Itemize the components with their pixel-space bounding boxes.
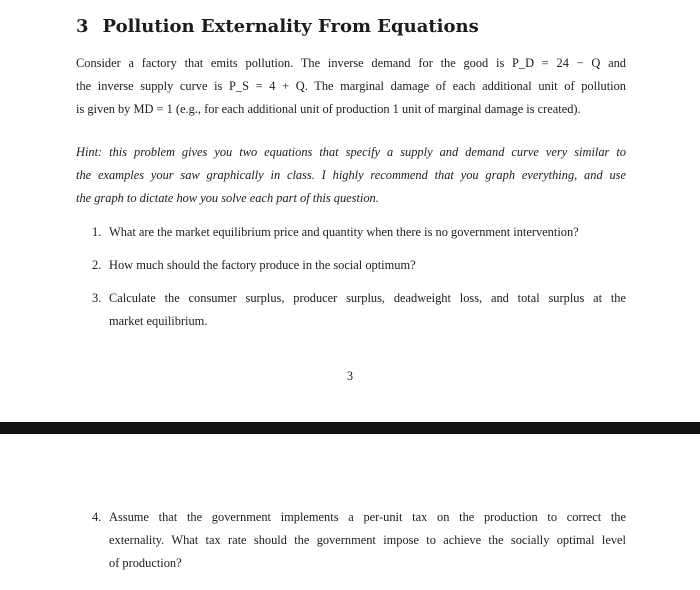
hint-paragraph xyxy=(76,141,626,210)
section-title: Pollution Externality From Equations xyxy=(102,16,479,37)
question-4-line-3: of production? xyxy=(109,556,182,570)
question-1-marker: 1. xyxy=(92,225,102,239)
question-2-line-1: How much should the factory produce in the social optimum? xyxy=(109,258,416,272)
question-2-marker: 2. xyxy=(92,258,102,272)
question-3-text xyxy=(109,287,626,333)
question-1-text xyxy=(109,221,626,244)
question-4-marker: 4. xyxy=(92,510,102,524)
intro-line-3: is given by MD = 1 (e.g., for each additional unit of production 1 unit of marginal damage is created). xyxy=(76,102,581,116)
question-2-text xyxy=(109,254,626,277)
question-4-line-2: externality. What tax rate should the government impose to achieve the socially optimal level xyxy=(109,533,626,547)
section-heading xyxy=(76,14,479,40)
intro-line-2: the inverse supply curve is P_S = 4 + Q. The marginal damage of each additional unit of pollution xyxy=(76,79,626,93)
question-1-line-1: What are the market equilibrium price and quantity when there is no government intervention? xyxy=(109,225,579,239)
question-4-line-1: Assume that the government implements a per-unit tax on the production to correct the xyxy=(109,510,626,524)
question-3-line-1: Calculate the consumer surplus, producer surplus, deadweight loss, and total surplus at the xyxy=(109,291,626,305)
section-number: 3 xyxy=(76,16,89,37)
page-break-divider xyxy=(0,422,700,434)
page-number: 3 xyxy=(346,369,354,383)
intro-line-1: Consider a factory that emits pollution. The inverse demand for the good is P_D = 24 − Q and xyxy=(76,56,626,70)
question-3-marker: 3. xyxy=(92,291,102,305)
intro-paragraph xyxy=(76,52,626,121)
hint-line-3: the graph to dictate how you solve each part of this question. xyxy=(76,191,379,205)
hint-line-2: the examples your saw graphically in class. I highly recommend that you graph everything, and use xyxy=(76,168,626,182)
question-3-line-2: market equilibrium. xyxy=(109,314,208,328)
question-4-text xyxy=(109,506,626,575)
hint-line-1: Hint: this problem gives you two equations that specify a supply and demand curve very similar to xyxy=(76,145,626,159)
